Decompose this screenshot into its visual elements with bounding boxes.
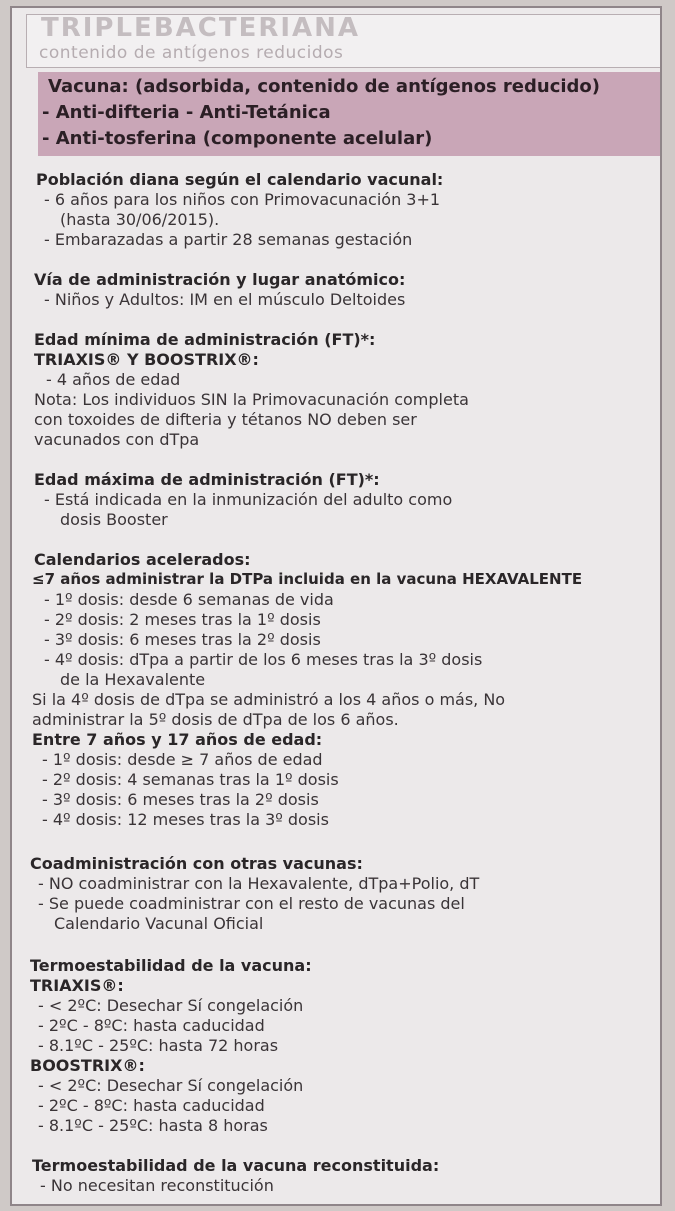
termo-recon-line-1: - No necesitan reconstitución <box>40 1176 274 1195</box>
termo-triaxis-line-3: - 8.1ºC - 25ºC: hasta 72 horas <box>38 1036 279 1055</box>
termo-triaxis-line-2: - 2ºC - 8ºC: hasta caducidad <box>38 1016 265 1035</box>
calendarios-subheading-1: ≤7 años administrar la DTPa incluida en la vacuna HEXAVALENTE <box>32 570 583 588</box>
section-heading-poblacion: Población diana según el calendario vacunal: <box>36 170 444 189</box>
calendarios-line-9: - 2º dosis: 4 semanas tras la 1º dosis <box>42 770 339 789</box>
calendarios-subheading-2: Entre 7 años y 17 años de edad: <box>32 730 323 749</box>
edad-maxima-line-2: dosis Booster <box>60 510 168 529</box>
section-heading-coadministracion: Coadministración con otras vacunas: <box>30 854 363 873</box>
calendarios-line-8: - 1º dosis: desde ≥ 7 años de edad <box>42 750 323 769</box>
edad-minima-line-1: - 4 años de edad <box>46 370 181 389</box>
termo-brand-boostrix: BOOSTRIX®: <box>30 1056 145 1075</box>
termo-boostrix-line-3: - 8.1ºC - 25ºC: hasta 8 horas <box>38 1116 268 1135</box>
vaccine-type-line-3: - Anti-tosferina (componente acelular) <box>42 128 433 149</box>
calendarios-line-10: - 3º dosis: 6 meses tras la 2º dosis <box>42 790 319 809</box>
section-heading-edad-minima: Edad mínima de administración (FT)*: <box>34 330 376 349</box>
calendarios-line-3: - 3º dosis: 6 meses tras la 2º dosis <box>44 630 321 649</box>
edad-minima-note-1: Nota: Los individuos SIN la Primovacunación completa <box>34 390 469 409</box>
termo-brand-triaxis: TRIAXIS®: <box>30 976 124 995</box>
page-subtitle: contenido de antígenos reducidos <box>39 43 344 63</box>
calendarios-line-5: de la Hexavalente <box>60 670 206 689</box>
poblacion-line-3: - Embarazadas a partir 28 semanas gestación <box>44 230 413 249</box>
calendarios-line-4: - 4º dosis: dTpa a partir de los 6 meses tras la 3º dosis <box>44 650 483 669</box>
termo-boostrix-line-1: - < 2ºC: Desechar Sí congelación <box>38 1076 304 1095</box>
via-line-1: - Niños y Adultos: IM en el músculo Deltoides <box>44 290 406 309</box>
edad-minima-note-2: con toxoides de difteria y tétanos NO deben ser <box>34 410 417 429</box>
calendarios-line-2: - 2º dosis: 2 meses tras la 1º dosis <box>44 610 321 629</box>
section-heading-termoestabilidad: Termoestabilidad de la vacuna: <box>30 956 312 975</box>
calendarios-line-7: administrar la 5º dosis de dTpa de los 6 años. <box>32 710 399 729</box>
vaccine-type-line-1: Vacuna: (adsorbida, contenido de antígenos reducido) <box>48 76 601 97</box>
document-body <box>12 8 660 1204</box>
section-heading-termo-reconstituida: Termoestabilidad de la vacuna reconstituida: <box>32 1156 440 1175</box>
calendarios-line-11: - 4º dosis: 12 meses tras la 3º dosis <box>42 810 329 829</box>
coadmin-line-1: - NO coadministrar con la Hexavalente, dTpa+Polio, dT <box>38 874 480 893</box>
termo-triaxis-line-1: - < 2ºC: Desechar Sí congelación <box>38 996 304 1015</box>
page-title: TRIPLEBACTERIANA <box>41 13 361 43</box>
edad-minima-brands: TRIAXIS® Y BOOSTRIX®: <box>34 350 259 369</box>
calendarios-line-6: Si la 4º dosis de dTpa se administró a los 4 años o más, No <box>32 690 506 709</box>
section-heading-via: Vía de administración y lugar anatómico: <box>34 270 406 289</box>
edad-minima-note-3: vacunados con dTpa <box>34 430 200 449</box>
vaccine-info-card <box>10 6 662 1206</box>
calendarios-line-1: - 1º dosis: desde 6 semanas de vida <box>44 590 334 609</box>
poblacion-line-1: - 6 años para los niños con Primovacunación 3+1 <box>44 190 441 209</box>
coadmin-line-3: Calendario Vacunal Oficial <box>54 914 264 933</box>
vaccine-type-line-2: - Anti-difteria - Anti-Tetánica <box>42 102 331 123</box>
edad-maxima-line-1: - Está indicada en la inmunización del adulto como <box>44 490 453 509</box>
termo-boostrix-line-2: - 2ºC - 8ºC: hasta caducidad <box>38 1096 265 1115</box>
poblacion-line-2: (hasta 30/06/2015). <box>60 210 220 229</box>
coadmin-line-2: - Se puede coadministrar con el resto de vacunas del <box>38 894 465 913</box>
section-heading-edad-maxima: Edad máxima de administración (FT)*: <box>34 470 380 489</box>
section-heading-calendarios: Calendarios acelerados: <box>34 550 251 569</box>
